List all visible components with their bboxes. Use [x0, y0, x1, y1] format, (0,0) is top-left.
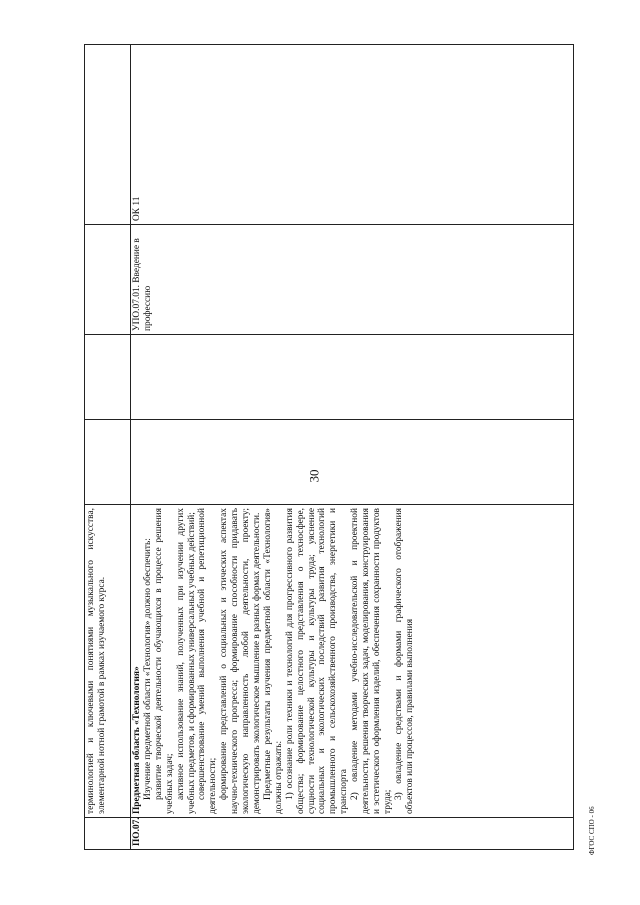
paragraph: активное использование знаний, полученных при изучении других учебных предметов, и сформированных универсальных учебных действий; — [175, 508, 197, 814]
paragraph: Предметные результаты изучения предметной области «Технология» должны отражать: — [262, 508, 284, 814]
section-title: Предметная область «Технология» — [132, 666, 142, 814]
table-cell — [85, 420, 131, 505]
paragraph: Изучение предметной области «Технология» должно обеспечить: — [142, 538, 153, 800]
paragraph: 3) овладение средствами и формами графического отображения объектов или процессов, правилами выполнения — [393, 508, 415, 814]
competency-cell: ОК 11 — [131, 45, 574, 225]
paragraph: 2) овладение методами учебно-исследовательской и проектной деятельности, решения творческих задач, моделирования, конструирования и эстетического оформления изделий, обеспечения сохранности продуктов труда; — [350, 508, 393, 814]
discipline-cell: УПО.07.01. Введение в профессию — [131, 225, 574, 335]
paragraph: совершенствование умений выполнения учебной и репетиционной деятельности; — [197, 508, 219, 814]
row-text-cell — [85, 505, 131, 818]
table-row — [85, 45, 131, 850]
table-cell — [85, 225, 131, 335]
row-text-cell — [131, 505, 574, 818]
footer-label: ФГОС СПО - 06 — [588, 806, 596, 855]
document-sheet — [84, 45, 574, 850]
curriculum-table — [84, 44, 574, 850]
table-cell — [131, 420, 574, 505]
row-code-cell: ПО.07. — [131, 818, 574, 850]
paragraph: терминологией и ключевыми понятиями музыкального искусства, элементарной нотной грамотой в рамках изучаемого курса. — [86, 508, 107, 814]
paragraph: развитие творческой деятельности обучающихся в процессе решения учебных задач; — [153, 508, 175, 814]
table-row — [131, 45, 574, 850]
paragraph: формирование представлений о социальных и этических аспектах научно-технического прогресса; формирование способности придавать экологическую направленность любой деятельности, проекту; демонстрировать экологическое мышление в разных формах деятельности. — [219, 508, 262, 814]
page-number: 30 — [306, 469, 322, 483]
table-cell — [131, 335, 574, 420]
row-code-cell — [85, 818, 131, 850]
table-cell — [85, 335, 131, 420]
table-cell — [85, 45, 131, 225]
paragraph: 1) осознание роли техники и технологий для прогрессивного развития общества; формирование целостного представления о техносфере, сущности технологической культуры и культуры труда; уяснение социальных и экологических последствий развития технологий промышленного и сельскохозяйственного производства, энергетики и транспорта — [284, 508, 350, 814]
